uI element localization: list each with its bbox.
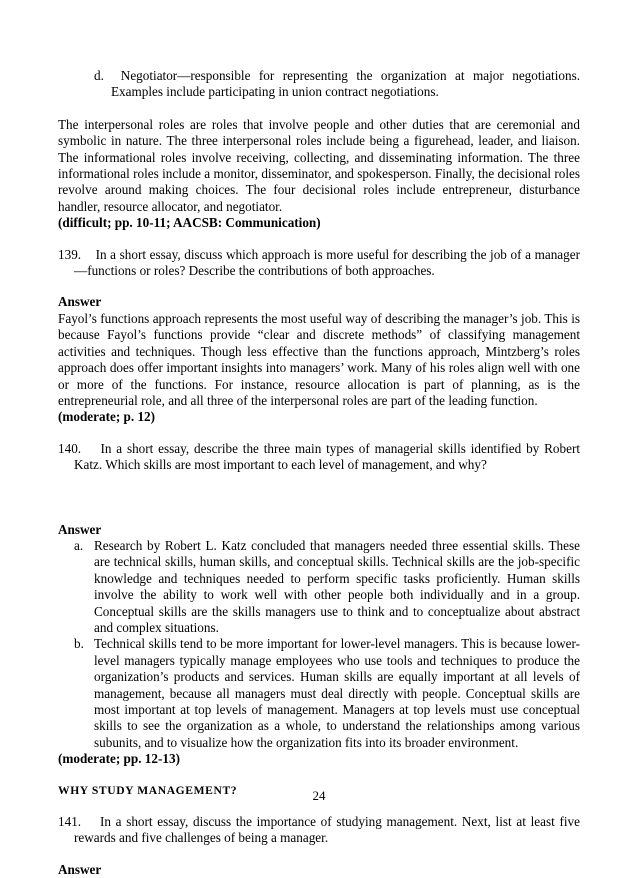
question-141-text: In a short essay, discuss the importance of studying management. Next, list at least five rewards and five challenges of being a manager. — [74, 814, 580, 846]
answer-140-list — [58, 538, 580, 751]
answer-140-item-a-marker: a. — [74, 537, 84, 553]
question-140 — [58, 441, 580, 474]
question-140-number: 140. — [58, 440, 82, 456]
difficulty-tag-1: (difficult; pp. 10-11; AACSB: Communication) — [58, 215, 321, 231]
item-d-marker: d. — [94, 68, 104, 83]
answer-140-item-b-text: Technical skills tend to be more important for lower-level managers. This is because lower-level managers typically manage employees who use tools and techniques to produce the organization’s products and services. Human skills are equally important at all levels of management, because all managers must deal directly with people. Conceptual skills are most important at top levels of management. Managers at top levels must use conceptual skills to see the organization as a whole, to understand the relationships among various subunits, and to visualize how the organization fits into its broader environment. — [94, 636, 580, 750]
question-139-number: 139. — [58, 246, 82, 262]
question-141-number: 141. — [58, 814, 82, 830]
answer-140-item-a — [58, 538, 580, 636]
question-141 — [58, 814, 580, 847]
question-139-text: In a short essay, discuss which approach is more useful for describing the job of a manager—functions or roles? Describe the contributions of both approaches. — [74, 246, 580, 279]
difficulty-tag-2: (moderate; p. 12) — [58, 409, 156, 425]
answer-139-text: Fayol’s functions approach represents the most useful way of describing the manager’s job. This is because Fayol’s functions provide “clear and discrete methods” of classifying management activities and techniques. Though less effective than the functions approach, Mintzberg’s roles approach does offer important insights into managers’ work. Many of his roles align well with one or more of the functions. For instance, resource allocation is part of planning, as is the entrepreneurial role, and all three of the interpersonal roles are part of the leading function. — [58, 310, 580, 408]
interpersonal-roles-paragraph: The interpersonal roles are roles that involve people and other duties that are ceremonial and symbolic in nature. The three interpersonal roles include being a figurehead, leader, and liaison. The informational roles involve receiving, collecting, and disseminating information. The three informational roles include a monitor, disseminator, and spokesperson. Finally, the decisional roles revolve around making choices. The four decisional roles include entrepreneur, disturbance handler, resource allocator, and negotiator. — [58, 116, 580, 214]
question-140-text: In a short essay, describe the three main types of managerial skills identified by Robert Katz. Which skills are most important to each level of management, and why? — [74, 440, 581, 473]
answer-label-141: Answer — [58, 861, 102, 877]
answer-label-139: Answer — [58, 294, 102, 310]
list-item-d — [94, 68, 580, 101]
page-content — [58, 68, 580, 878]
question-139 — [58, 247, 580, 280]
item-d-text: Negotiator—responsible for representing the organization at major negotiations. Examples include participating in union contract negotiations. — [111, 68, 580, 100]
answer-140-item-b-marker: b. — [74, 636, 84, 652]
answer-140-item-b — [58, 636, 580, 751]
page-number: 24 — [312, 788, 326, 803]
answer-label-140: Answer — [58, 521, 102, 537]
difficulty-tag-3: (moderate; pp. 12-13) — [58, 751, 180, 767]
section-heading: WHY STUDY MANAGEMENT? — [58, 783, 238, 797]
answer-140-item-a-text: Research by Robert L. Katz concluded that managers needed three essential skills. These are technical skills, human skills, and conceptual skills. Technical skills are the job-specific knowledge and techniques needed to perform specific tasks proficiently. Human skills involve the ability to work well with other people both individually and in a group. Conceptual skills are the skills managers use to think and to conceptualize about abstract and complex situations. — [94, 537, 580, 635]
